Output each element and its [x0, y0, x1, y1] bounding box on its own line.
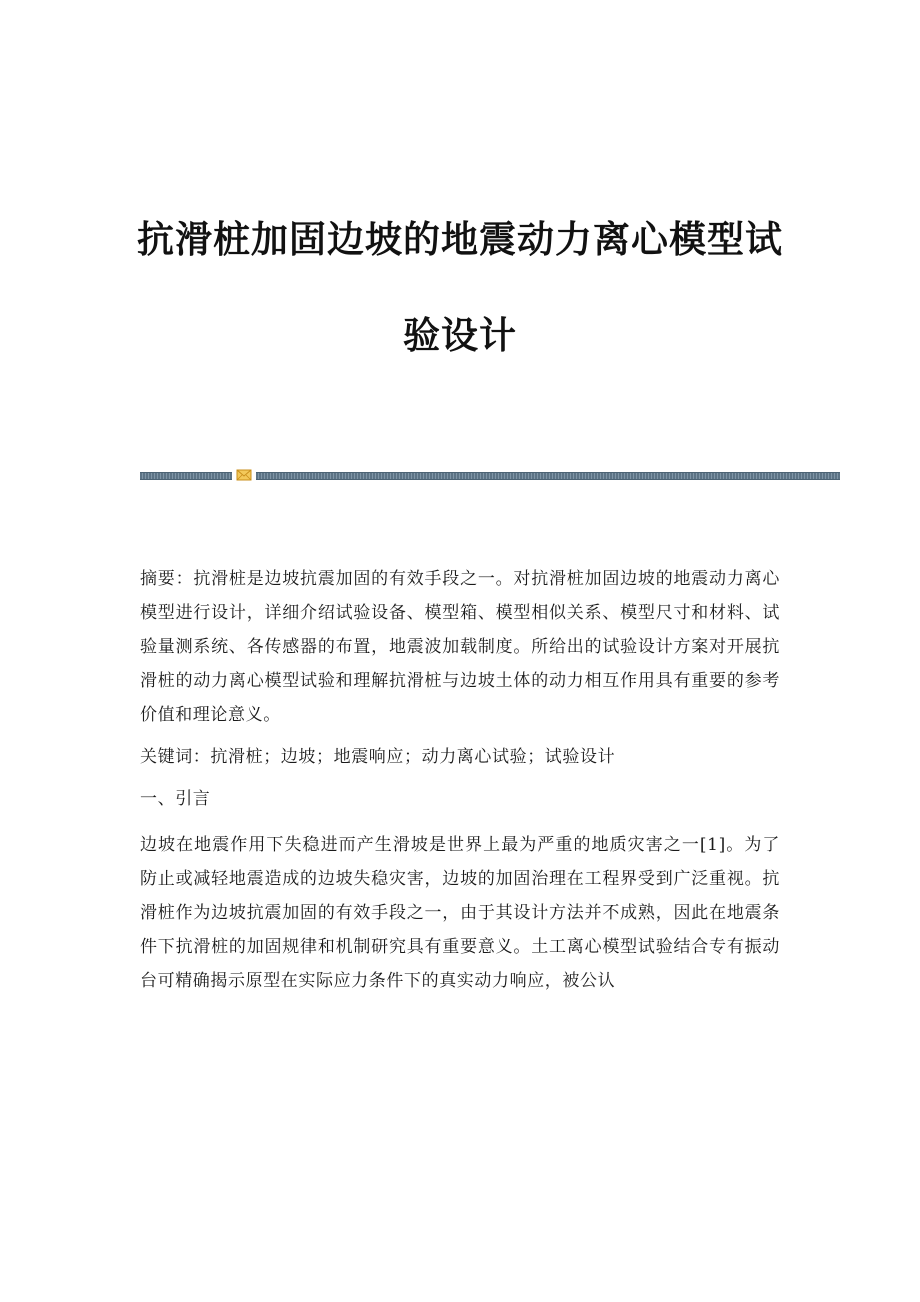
divider-bar-right [256, 472, 840, 480]
intro-paragraph: 边坡在地震作用下失稳进而产生滑坡是世界上最为严重的地质灾害之一[1]。为了防止或减轻地震造成的边坡失稳灾害，边坡的加固治理在工程界受到广泛重视。抗滑桩作为边坡抗震加固的有效手段之一，由于其设计方法并不成熟，因此在地震条件下抗滑桩的加固规律和机制研究具有重要意义。土工离心模型试验结合专有振动台可精确揭示原型在实际应力条件下的真实动力响应，被公认 [140, 835, 780, 991]
document-body [140, 562, 780, 1006]
divider-bar-left [140, 472, 232, 480]
decorative-divider [140, 470, 840, 480]
envelope-ornament-icon [236, 468, 252, 482]
document-title [0, 208, 920, 400]
keywords-line: 关键词：抗滑桩；边坡；地震响应；动力离心试验；试验设计 [140, 747, 616, 767]
title-line-2: 验设计 [403, 313, 517, 357]
abstract-paragraph: 摘要：抗滑桩是边坡抗震加固的有效手段之一。对抗滑桩加固边坡的地震动力离心模型进行设计，详细介绍试验设备、模型箱、模型相似关系、模型尺寸和材料、试验量测系统、各传感器的布置，地震波加载制度。所给出的试验设计方案对开展抗滑桩的动力离心模型试验和理解抗滑桩与边坡土体的动力相互作用具有重要的参考价值和理论意义。 [140, 569, 780, 725]
title-line-1: 抗滑桩加固边坡的地震动力离心模型试 [137, 217, 783, 261]
section-heading: 一、引言 [140, 789, 211, 809]
